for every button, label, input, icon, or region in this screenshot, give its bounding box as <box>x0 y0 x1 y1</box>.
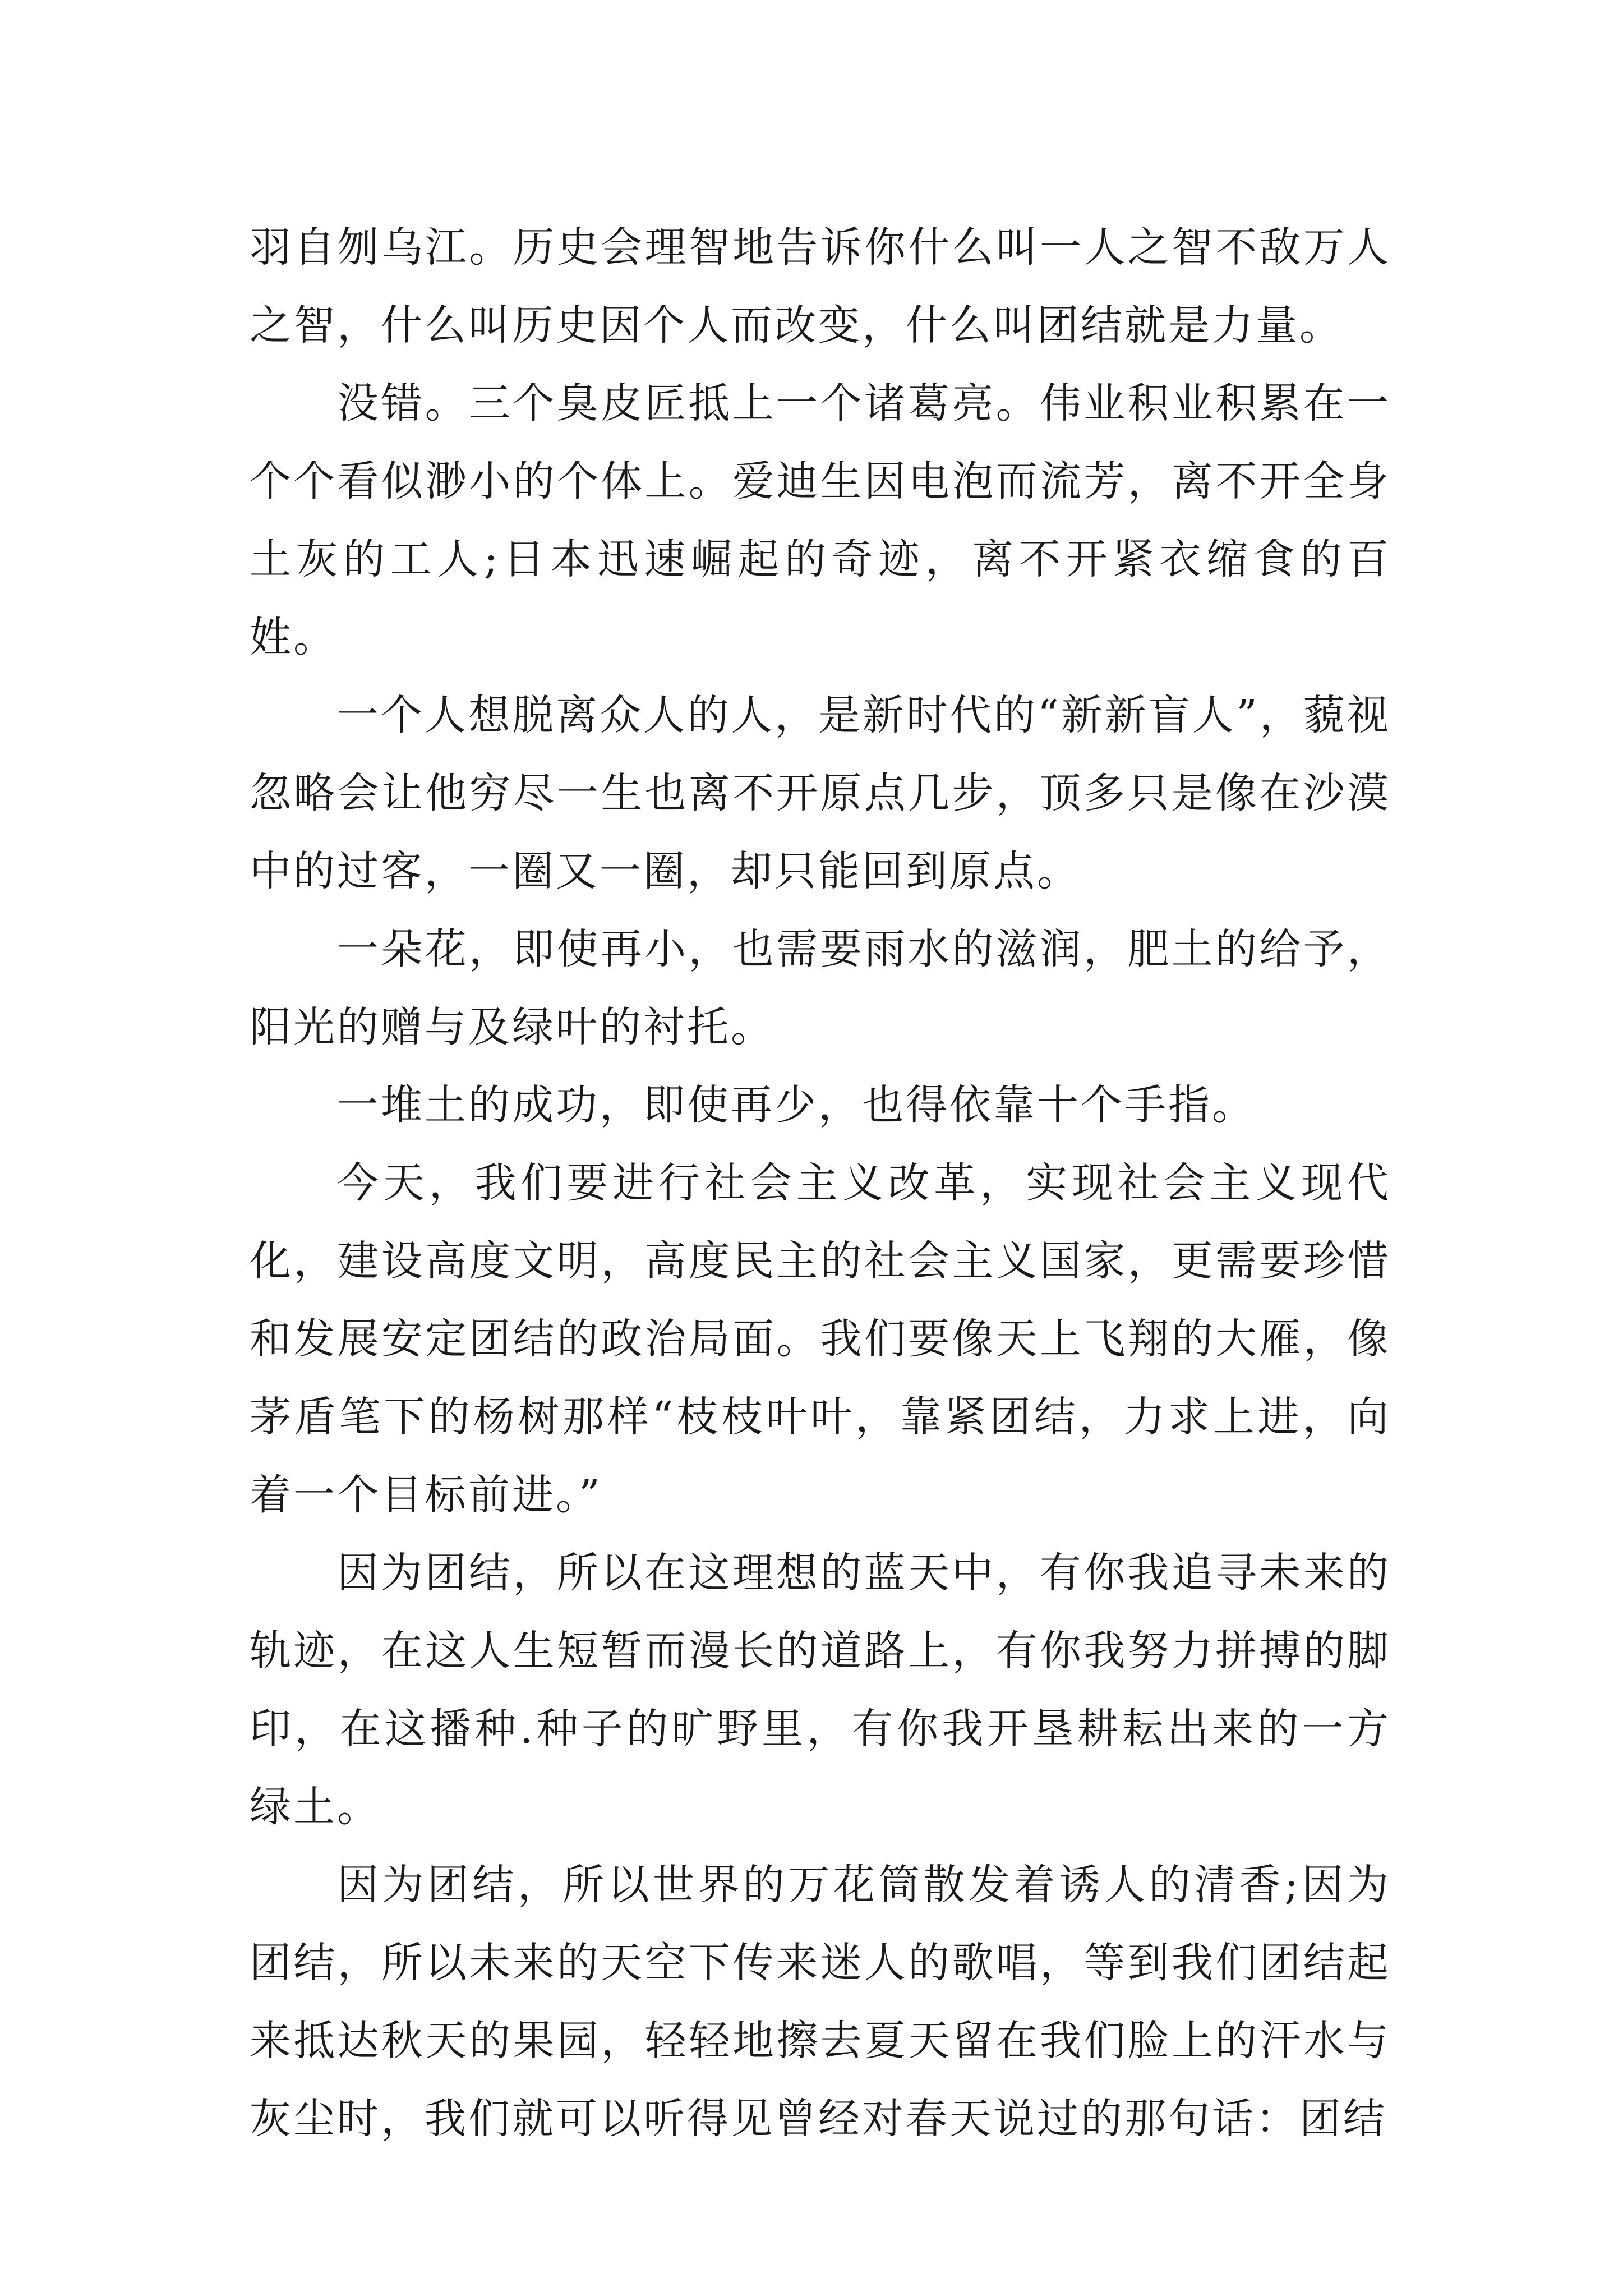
paragraph-continuation: 羽自刎乌江。历史会理智地告诉你什么叫一人之智不敌万人之智，什么叫历史因个人而改变，什么叫团结就是力量。 <box>250 223 1391 349</box>
paragraph: 没错。三个臭皮匠抵上一个诸葛亮。伟业积业积累在一个个看似渺小的个体上。爱迪生因电泡而流芳，离不开全身土灰的工人;日本迅速崛起的奇迹，离不开紧衣缩食的百姓。 <box>250 379 1391 661</box>
document-body <box>250 209 1391 2158</box>
paragraph: 因为团结，所以在这理想的蓝天中，有你我追寻未来的轨迹，在这人生短暂而漫长的道路上，有你我努力拼搏的脚印，在这播种.种子的旷野里，有你我开垦耕耘出来的一方绿土。 <box>250 1549 1391 1831</box>
paragraph: 今天，我们要进行社会主义改革，实现社会主义现代化，建设高度文明，高度民主的社会主义国家，更需要珍惜和发展安定团结的政治局面。我们要像天上飞翔的大雁，像茅盾笔下的杨树那样“枝枝叶叶，靠紧团结，力求上进，向着一个目标前进。” <box>250 1159 1391 1519</box>
paragraph: 因为团结，所以世界的万花筒散发着诱人的清香;因为团结，所以未来的天空下传来迷人的歌唱，等到我们团结起来抵达秋天的果园，轻轻地擦去夏天留在我们脸上的汗水与灰尘时，我们就可以听得见曾经对春天说过的那句话：团结 <box>250 1861 1391 2143</box>
paragraph: 一个人想脱离众人的人，是新时代的“新新盲人”，藐视忽略会让他穷尽一生也离不开原点几步，顶多只是像在沙漠中的过客，一圈又一圈，却只能回到原点。 <box>250 691 1391 895</box>
paragraph: 一堆土的成功，即使再少，也得依靠十个手指。 <box>337 1081 1256 1129</box>
paragraph: 一朵花，即使再小，也需要雨水的滋润，肥土的给予，阳光的赠与及绿叶的衬托。 <box>250 925 1391 1051</box>
